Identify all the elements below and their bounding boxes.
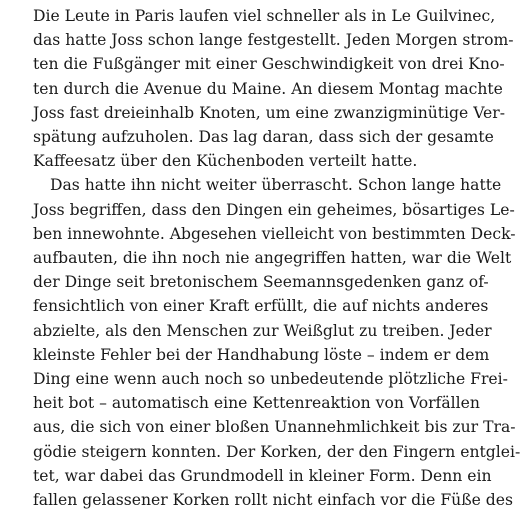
text-line: Joss fast dreieinhalb Knoten, um eine zwanzigminütige Ver-	[33, 103, 505, 122]
text-line: ten durch die Avenue du Maine. An diesem Montag machte	[33, 79, 503, 98]
text-line: aus, die sich von einer bloßen Unannehmlichkeit bis zur Tra-	[33, 418, 516, 437]
text-line: kleinste Fehler bei der Handhabung löste – indem er dem	[33, 345, 490, 364]
book-page	[33, 0, 520, 509]
text-line: Joss begriffen, dass den Dingen ein geheimes, bösartiges Le-	[33, 200, 515, 219]
text-line: ben innewohnte. Abgesehen vielleicht von bestimmten Deck-	[33, 224, 516, 243]
text-line: heit bot – automatisch eine Kettenreaktion von Vorfällen	[33, 394, 480, 413]
text-line: fensichtlich von einer Kraft erfüllt, die auf nichts anderes	[33, 297, 489, 316]
text-line: tet, war dabei das Grundmodell in kleiner Form. Denn ein	[33, 466, 492, 485]
text-line: Kaffeesatz über den Küchenboden verteilt hatte.	[33, 152, 418, 171]
text-line: der Dinge seit bretonischem Seemannsgedenken ganz of-	[33, 273, 489, 292]
text-line: Die Leute in Paris laufen viel schneller als in Le Guilvinec,	[33, 7, 496, 25]
text-line: abzielte, als den Menschen zur Weißglut zu treiben. Jeder	[33, 321, 492, 340]
text-line: fallen gelassener Korken rollt nicht einfach vor die Füße des	[33, 491, 514, 509]
text-line: gödie steigern konnten. Der Korken, der den Fingern entglei-	[33, 442, 520, 461]
text-line: Das hatte ihn nicht weiter überrascht. Schon lange hatte	[50, 176, 502, 195]
text-line: spätung aufzuholen. Das lag daran, dass sich der gesamte	[33, 128, 494, 146]
text-line: ten die Fußgänger mit einer Geschwindigkeit von drei Kno-	[33, 55, 505, 74]
text-line: Ding eine wenn auch noch so unbedeutende plötzliche Frei-	[33, 370, 508, 388]
text-line: das hatte Joss schon lange festgestellt. Jeden Morgen strom-	[33, 31, 514, 50]
text-line: aufbauten, die ihn noch nie angegriffen hatten, war die Welt	[33, 249, 512, 267]
